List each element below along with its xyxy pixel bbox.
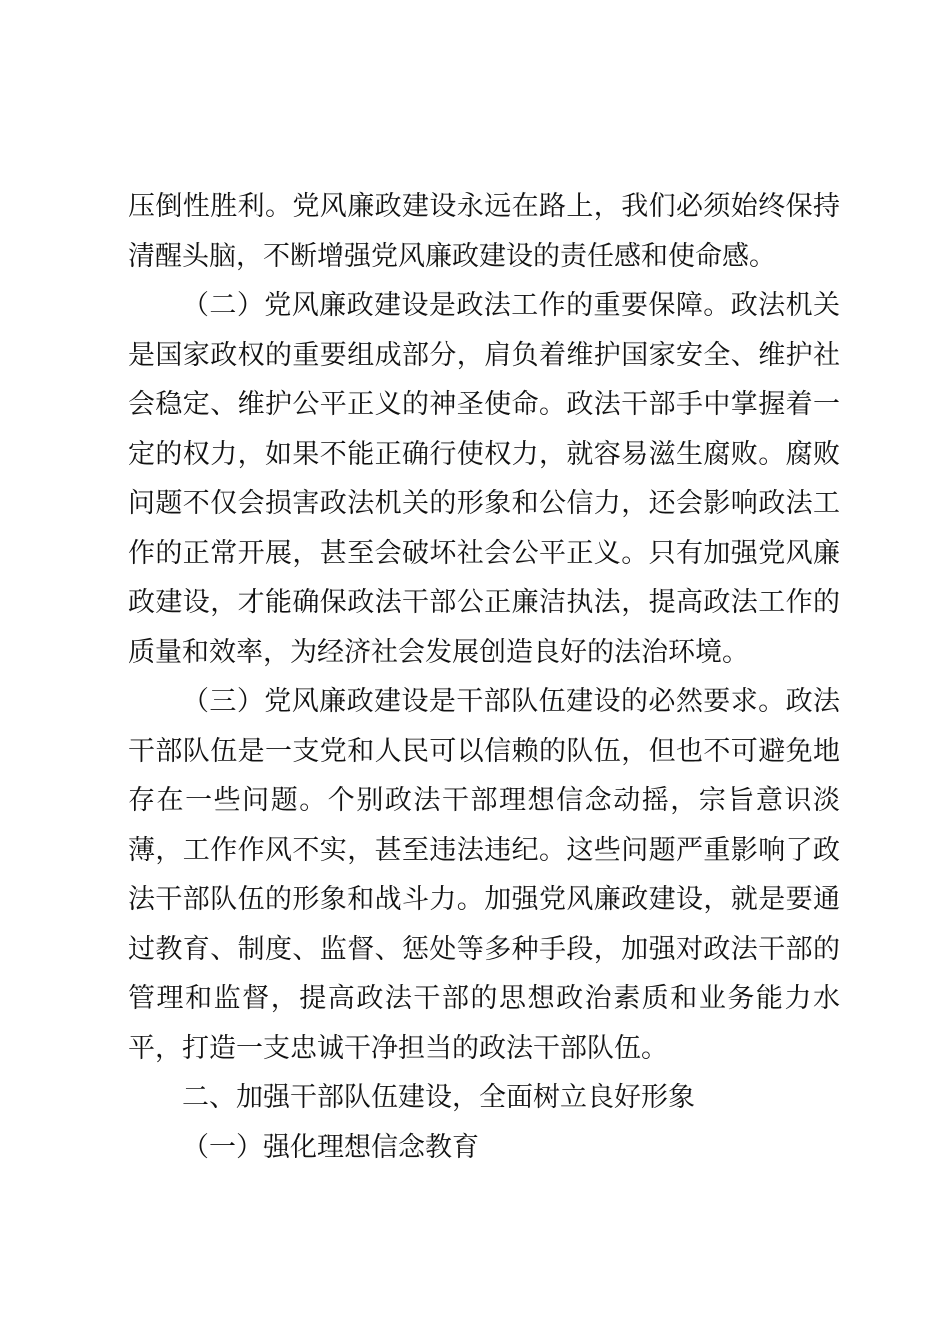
paragraph-section-three: （三）党风廉政建设是干部队伍建设的必然要求。政法干部队伍是一支党和人民可以信赖的队伍，但也不可避免地存在一些问题。个别政法干部理想信念动摇，宗旨意识淡薄，工作作风不实，甚至违法违纪。这些问题严重影响了政法干部队伍的形象和战斗力。加强党风廉政建设，就是要通过教育、制度、监督、惩处等多种手段，加强对政法干部的管理和监督，提高政法干部的思想政治素质和业务能力水平，打造一支忠诚干净担当的政法干部队伍。 [128,686,840,1064]
paragraph-section-two: （二）党风廉政建设是政法工作的重要保障。政法机关是国家政权的重要组成部分，肩负着维护国家安全、维护社会稳定、维护公平正义的神圣使命。政法干部手中掌握着一定的权力，如果不能正确行使权力，就容易滋生腐败。腐败问题不仅会损害政法机关的形象和公信力，还会影响政法工作的正常开展，甚至会破坏社会公平正义。只有加强党风廉政建设，才能确保政法干部公正廉洁执法，提高政法工作的质量和效率，为经济社会发展创造良好的法治环境。 [128,290,840,668]
subsection-heading: （一）强化理想信念教育 [182,1131,479,1163]
document-body [128,182,840,1172]
paragraph-continuation: 压倒性胜利。党风廉政建设永远在路上，我们必须始终保持清醒头脑，不断增强党风廉政建设的责任感和使命感。 [128,191,840,272]
section-heading: 二、加强干部队伍建设，全面树立良好形象 [182,1082,695,1113]
